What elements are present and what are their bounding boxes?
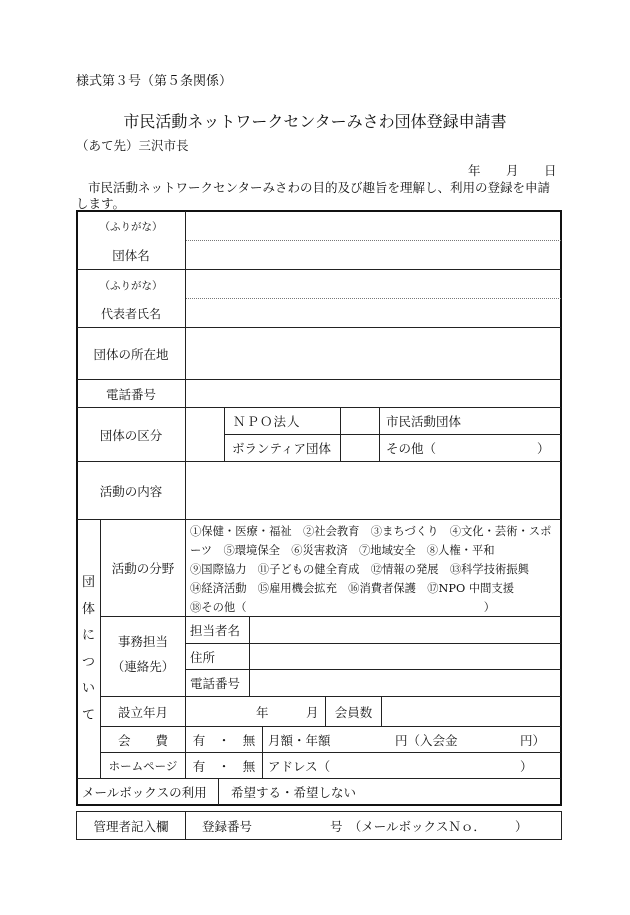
furigana-label: （ふりがな）	[99, 279, 163, 292]
address-field[interactable]	[190, 330, 556, 377]
col-divider	[249, 616, 250, 696]
office-contact-label: 事務担当	[117, 634, 168, 649]
page-title: 市民活動ネットワークセンターみさわ団体登録申請書	[123, 112, 507, 131]
contact-phone-label: 電話番号	[190, 676, 241, 691]
col-divider	[379, 407, 380, 461]
furigana-divider	[185, 298, 561, 299]
homepage-address-field[interactable]	[338, 755, 516, 776]
col-divider	[218, 778, 219, 805]
about-group-char: 体	[81, 601, 95, 617]
about-group-char: て	[81, 707, 95, 723]
activity-field-line: ーツ ⑤環境保全 ⑥災害救済 ⑦地域安全 ⑧人権・平和	[190, 544, 495, 557]
rep-name-field[interactable]	[190, 301, 556, 325]
fee-label: 会 費	[117, 732, 168, 748]
admin-label: 管理者記入欄	[93, 818, 169, 834]
rep-name-label: 代表者氏名	[100, 306, 161, 321]
fee-yes-no-toggle[interactable]: 有 ・ 無	[192, 732, 256, 748]
col-divider	[185, 811, 186, 840]
activity-field-options[interactable]	[190, 522, 551, 617]
contact-phone-field[interactable]	[254, 672, 556, 694]
classification-label: 団体の区分	[99, 427, 163, 443]
row-divider	[185, 669, 561, 670]
date-month-label: 月	[506, 163, 519, 178]
phone-label: 電話番号	[105, 386, 156, 402]
homepage-close: ）	[520, 758, 533, 774]
date-day-label: 日	[544, 163, 557, 178]
intro-text-line1: 市民活動ネットワークセンターみさわの目的及び趣旨を理解し、利用の登録を申請	[88, 180, 551, 195]
row-divider	[185, 643, 561, 644]
intro-text-line2: します。	[76, 196, 126, 211]
established-label: 設立年月	[117, 704, 168, 720]
admin-close: ）	[515, 818, 528, 834]
col-divider	[224, 407, 225, 461]
established-year-unit: 年	[256, 704, 269, 720]
form-number: 様式第３号（第５条関係）	[76, 74, 233, 89]
activity-content-label: 活動の内容	[99, 483, 163, 499]
checkbox-citizen[interactable]	[341, 408, 379, 434]
homepage-label: ホームページ	[108, 758, 178, 773]
rep-name-furigana-field[interactable]	[190, 272, 556, 296]
addressee: （あて先）三沢市長	[76, 138, 189, 153]
about-group-label	[77, 576, 100, 722]
checkbox-npo[interactable]	[186, 408, 224, 434]
class-other-close: ）	[537, 441, 550, 456]
checkbox-volunteer[interactable]	[186, 435, 224, 461]
about-group-char: 団	[81, 575, 95, 590]
class-npo-label: ＮＰＯ法人	[233, 414, 301, 429]
homepage-yes-no-toggle[interactable]: 有 ・ 無	[192, 758, 256, 774]
class-citizen-label: 市民活動団体	[386, 414, 462, 429]
furigana-divider	[185, 240, 561, 241]
activity-field-line: ⑱その他（ ）	[190, 601, 496, 614]
members-field[interactable]	[386, 699, 556, 724]
furigana-label: （ふりがな）	[99, 220, 163, 233]
class-volunteer-label: ボランティア団体	[232, 441, 332, 456]
mailbox-label: メールボックスの利用	[82, 785, 207, 800]
mailbox-choice-toggle[interactable]: 希望する・希望しない	[231, 785, 357, 800]
mailbox-number-label: 号 （メールボックスＮｏ．	[330, 818, 486, 834]
mailbox-number-field[interactable]	[488, 814, 512, 837]
established-month-unit: 月	[306, 704, 319, 720]
col-divider	[185, 211, 186, 778]
about-group-char: つ	[81, 654, 95, 670]
registration-number-field[interactable]	[262, 814, 324, 837]
group-name-field[interactable]	[190, 243, 556, 267]
fee-amount-field[interactable]	[336, 729, 392, 750]
activity-field-line: ⑭経済活動 ⑮雇用機会拡充 ⑯消費者保護 ⑰NPO 中間支援	[190, 582, 515, 595]
contact-address-field[interactable]	[254, 646, 556, 667]
activity-field-label: 活動の分野	[111, 561, 175, 576]
col-divider	[262, 726, 263, 778]
fee-period-label: 月額・年額	[268, 732, 331, 748]
fee-yen-close: 円）	[520, 732, 546, 748]
group-name-furigana-field[interactable]	[190, 214, 556, 238]
col-divider	[381, 696, 382, 726]
activity-field-line: ①保健・医療・福祉 ②社会教育 ③まちづくり ④文化・芸術・スポ	[190, 525, 552, 538]
activity-content-field[interactable]	[190, 464, 556, 517]
date-year-label: 年	[468, 163, 481, 178]
person-in-charge-field[interactable]	[254, 619, 556, 641]
homepage-address-label: アドレス（	[268, 758, 331, 774]
about-group-char: に	[81, 628, 95, 644]
person-in-charge-label: 担当者名	[190, 623, 241, 638]
about-group-char: い	[81, 681, 95, 697]
checkbox-other[interactable]	[341, 435, 379, 461]
class-other-field[interactable]	[440, 437, 532, 459]
members-label: 会員数	[334, 704, 373, 720]
established-month-field[interactable]	[268, 699, 302, 724]
entry-fee-field[interactable]	[466, 729, 518, 750]
phone-field[interactable]	[190, 382, 556, 405]
office-contact-label-sub: （連絡先）	[111, 659, 175, 674]
registration-number-label: 登録番号	[202, 818, 253, 834]
row-divider	[77, 269, 561, 270]
contact-address-label: 住所	[190, 649, 216, 665]
fee-yen-label: 円（入会金	[395, 732, 458, 748]
activity-field-line: ⑨国際協力 ⑪子どもの健全育成 ⑫情報の発展 ⑬科学技術振興	[190, 563, 529, 576]
established-year-field[interactable]	[190, 699, 252, 724]
class-other-label: その他（	[386, 441, 437, 456]
address-label: 団体の所在地	[93, 346, 169, 362]
group-name-label: 団体名	[112, 248, 150, 263]
